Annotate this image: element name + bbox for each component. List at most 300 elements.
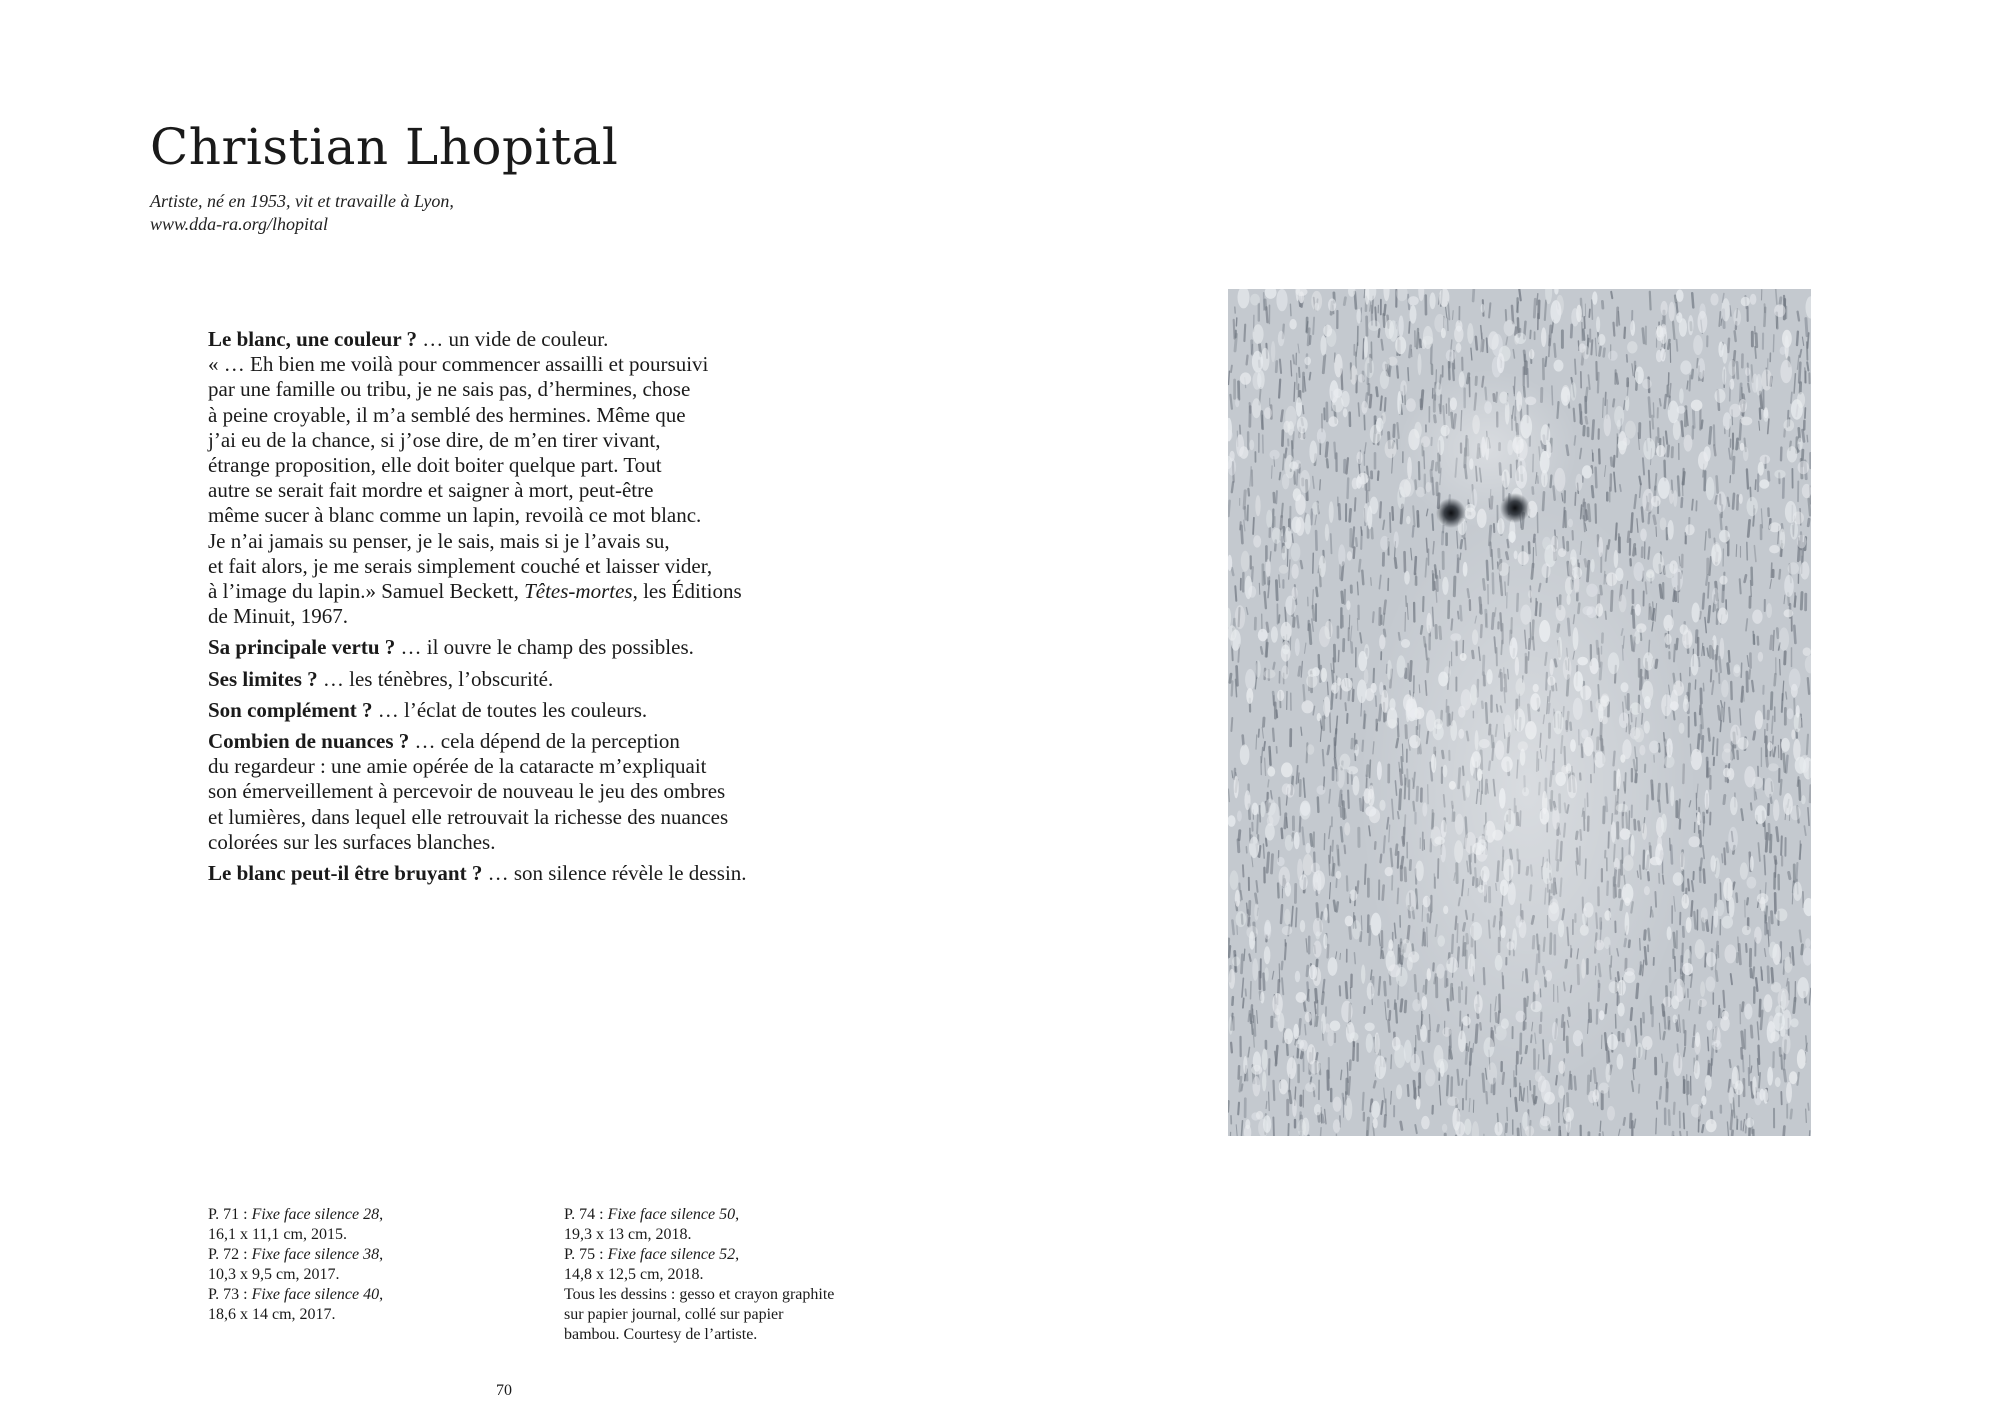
graphite-mark — [1676, 1021, 1677, 1031]
gesso-mark — [1254, 903, 1259, 920]
gesso-mark — [1279, 565, 1289, 574]
gesso-mark — [1769, 522, 1781, 532]
gesso-mark — [1347, 551, 1352, 561]
gesso-mark — [1229, 969, 1235, 989]
question: Ses limites ? — [208, 666, 318, 691]
gesso-mark — [1306, 843, 1311, 854]
graphite-mark — [1364, 290, 1365, 298]
gesso-mark — [1604, 414, 1611, 436]
gesso-mark — [1719, 576, 1727, 585]
graphite-mark — [1232, 997, 1233, 1005]
graphite-mark — [1349, 1077, 1350, 1095]
gesso-mark — [1396, 1084, 1402, 1099]
graphite-mark — [1703, 594, 1704, 609]
graphite-mark — [1344, 298, 1345, 305]
graphite-mark — [1807, 735, 1808, 754]
graphite-mark — [1767, 923, 1768, 934]
graphite-mark — [1364, 1007, 1365, 1013]
graphite-mark — [1343, 802, 1344, 819]
gesso-mark — [1364, 336, 1368, 358]
answer-line: de Minuit, 1967. — [208, 604, 348, 629]
gesso-mark — [1361, 401, 1367, 414]
gesso-mark — [1398, 315, 1403, 336]
graphite-mark — [1668, 340, 1669, 349]
graphite-mark — [1304, 1001, 1305, 1011]
graphite-mark — [1592, 486, 1593, 497]
graphite-mark — [1747, 469, 1748, 488]
graphite-mark — [1356, 538, 1357, 546]
gesso-mark — [1282, 926, 1293, 935]
graphite-mark — [1263, 844, 1264, 858]
graphite-mark — [1753, 967, 1754, 978]
graphite-mark — [1384, 601, 1386, 614]
graphite-mark — [1523, 1088, 1524, 1101]
graphite-mark — [1483, 340, 1484, 351]
graphite-mark — [1242, 955, 1243, 973]
graphite-mark — [1803, 892, 1804, 907]
gesso-mark — [1797, 535, 1807, 549]
gesso-mark — [1329, 501, 1334, 523]
gesso-mark — [1345, 1098, 1353, 1121]
graphite-mark — [1575, 359, 1576, 374]
graphite-mark — [1447, 1076, 1448, 1095]
caption-line: Tous les dessins : gesso et crayon graphite — [564, 1286, 835, 1303]
graphite-mark — [1389, 367, 1390, 376]
graphite-mark — [1650, 292, 1651, 310]
graphite-mark — [1786, 692, 1787, 699]
answer-line: étrange proposition, elle doit boiter quelque part. Tout — [208, 453, 662, 478]
graphite-mark — [1323, 750, 1324, 766]
graphite-mark — [1458, 1070, 1459, 1085]
artwork-canvas — [1228, 289, 1811, 1136]
gesso-mark — [1494, 1122, 1502, 1136]
gesso-mark — [1614, 406, 1624, 427]
gesso-mark — [1307, 744, 1315, 755]
gesso-mark — [1350, 365, 1357, 385]
gesso-mark — [1711, 544, 1721, 566]
gesso-mark — [1720, 638, 1725, 660]
graphite-mark — [1396, 1004, 1397, 1023]
graphite-mark — [1611, 458, 1612, 466]
graphite-mark — [1243, 865, 1244, 876]
graphite-mark — [1264, 742, 1265, 751]
gesso-mark — [1285, 835, 1293, 851]
gesso-mark — [1713, 907, 1718, 928]
gesso-mark — [1292, 587, 1298, 600]
gesso-mark — [1343, 408, 1348, 417]
gesso-mark — [1317, 785, 1326, 794]
gesso-mark — [1323, 934, 1327, 949]
gesso-mark — [1279, 1079, 1288, 1094]
gesso-mark — [1640, 529, 1647, 542]
gesso-mark — [1425, 1069, 1435, 1087]
graphite-mark — [1489, 303, 1490, 317]
gesso-mark — [1525, 1126, 1534, 1137]
graphite-mark — [1341, 1070, 1342, 1079]
gesso-mark — [1767, 742, 1772, 751]
graphite-mark — [1296, 908, 1297, 927]
graphite-mark — [1418, 1026, 1419, 1039]
graphite-mark — [1794, 998, 1795, 1012]
graphite-mark — [1305, 1025, 1306, 1035]
graphite-mark — [1771, 693, 1772, 709]
graphite-mark — [1248, 1011, 1249, 1021]
graphite-mark — [1784, 754, 1785, 772]
graphite-mark — [1600, 1121, 1601, 1131]
graphite-mark — [1740, 420, 1741, 439]
graphite-mark — [1682, 944, 1683, 962]
gesso-mark — [1722, 366, 1726, 384]
graphite-mark — [1800, 930, 1801, 941]
graphite-mark — [1353, 690, 1354, 701]
gesso-mark — [1241, 551, 1250, 572]
graphite-mark — [1359, 560, 1360, 572]
graphite-mark — [1281, 905, 1282, 923]
graphite-mark — [1251, 982, 1252, 999]
graphite-mark — [1285, 943, 1286, 959]
graphite-mark — [1571, 325, 1572, 337]
graphite-mark — [1313, 318, 1314, 335]
graphite-mark — [1272, 855, 1273, 873]
graphite-mark — [1239, 1066, 1240, 1078]
gesso-mark — [1292, 517, 1301, 534]
gesso-mark — [1663, 997, 1672, 1008]
graphite-mark — [1654, 516, 1655, 524]
graphite-mark — [1777, 316, 1778, 328]
graphite-mark — [1666, 1063, 1667, 1077]
graphite-mark — [1288, 1124, 1289, 1136]
gesso-mark — [1625, 396, 1629, 411]
gesso-mark — [1544, 1092, 1555, 1105]
graphite-mark — [1740, 579, 1741, 593]
graphite-mark — [1760, 409, 1761, 419]
graphite-mark — [1229, 946, 1230, 957]
gesso-mark — [1781, 738, 1790, 752]
graphite-mark — [1313, 606, 1314, 620]
gesso-mark — [1452, 1108, 1460, 1131]
gesso-mark — [1311, 291, 1322, 311]
graphite-mark — [1784, 429, 1785, 436]
graphite-mark — [1317, 904, 1318, 920]
gesso-mark — [1416, 1096, 1421, 1110]
graphite-mark — [1747, 898, 1748, 904]
graphite-mark — [1252, 1022, 1253, 1034]
graphite-mark — [1768, 472, 1769, 480]
gesso-mark — [1375, 1056, 1387, 1080]
graphite-mark — [1453, 311, 1454, 320]
graphite-mark — [1265, 592, 1266, 608]
gesso-mark — [1691, 1104, 1701, 1118]
graphite-mark — [1777, 828, 1778, 841]
gesso-mark — [1382, 361, 1387, 371]
graphite-mark — [1244, 325, 1245, 341]
gesso-mark — [1693, 335, 1703, 355]
graphite-mark — [1256, 735, 1257, 749]
gesso-mark — [1755, 805, 1767, 824]
gesso-mark — [1244, 790, 1250, 810]
graphite-mark — [1680, 1132, 1681, 1136]
graphite-mark — [1764, 856, 1765, 875]
gesso-mark — [1341, 1001, 1352, 1023]
graphite-mark — [1261, 757, 1262, 775]
gesso-mark — [1744, 766, 1755, 787]
graphite-mark — [1728, 498, 1729, 506]
answer: … son silence révèle le dessin. — [482, 861, 747, 886]
gesso-mark — [1325, 524, 1329, 541]
gesso-mark — [1656, 445, 1666, 457]
graphite-mark — [1724, 795, 1725, 803]
gesso-mark — [1725, 944, 1737, 963]
artist-info — [150, 190, 454, 236]
gesso-mark — [1707, 1020, 1713, 1030]
graphite-mark — [1264, 974, 1265, 990]
graphite-mark — [1347, 876, 1348, 890]
graphite-mark — [1367, 1118, 1368, 1135]
graphite-mark — [1742, 1032, 1743, 1048]
graphite-mark — [1772, 716, 1773, 733]
graphite-mark — [1786, 756, 1787, 773]
graphite-mark — [1350, 509, 1351, 521]
gesso-mark — [1541, 327, 1546, 347]
graphite-mark — [1739, 944, 1740, 964]
graphite-mark — [1693, 410, 1694, 427]
graphite-mark — [1656, 527, 1657, 537]
gesso-mark — [1456, 320, 1463, 332]
graphite-mark — [1269, 1092, 1270, 1111]
gesso-mark — [1758, 652, 1763, 662]
gesso-mark — [1376, 418, 1384, 432]
graphite-mark — [1766, 833, 1767, 851]
graphite-mark — [1756, 334, 1757, 347]
graphite-mark — [1408, 368, 1409, 381]
gesso-mark — [1481, 304, 1485, 313]
graphite-mark — [1379, 329, 1380, 337]
gesso-mark — [1672, 995, 1680, 1009]
gesso-mark — [1733, 666, 1741, 677]
gesso-mark — [1408, 296, 1419, 305]
gesso-mark — [1504, 320, 1515, 336]
graphite-mark — [1797, 332, 1798, 345]
graphite-mark — [1649, 471, 1650, 488]
graphite-mark — [1660, 399, 1661, 406]
graphite-mark — [1733, 457, 1734, 473]
graphite-mark — [1783, 1127, 1784, 1137]
graphite-mark — [1273, 729, 1274, 741]
graphite-mark — [1264, 718, 1265, 726]
gesso-mark — [1319, 626, 1330, 647]
gesso-mark — [1800, 561, 1809, 579]
graphite-mark — [1229, 501, 1230, 516]
graphite-mark — [1709, 729, 1710, 741]
graphite-mark — [1355, 292, 1356, 309]
gesso-mark — [1282, 546, 1287, 560]
graphite-mark — [1599, 347, 1600, 356]
graphite-mark — [1530, 331, 1531, 339]
gesso-mark — [1334, 354, 1342, 378]
graphite-mark — [1792, 894, 1793, 904]
graphite-mark — [1273, 510, 1274, 528]
graphite-mark — [1703, 683, 1704, 691]
graphite-mark — [1307, 743, 1308, 762]
page-title: Christian Lhopital — [150, 118, 619, 176]
gesso-mark — [1488, 331, 1499, 350]
gesso-mark — [1314, 1104, 1321, 1115]
graphite-mark — [1487, 338, 1488, 352]
graphite-mark — [1345, 703, 1346, 710]
gesso-mark — [1321, 1013, 1326, 1034]
graphite-mark — [1737, 495, 1738, 509]
graphite-mark — [1617, 308, 1618, 325]
graphite-mark — [1316, 588, 1317, 596]
graphite-mark — [1267, 853, 1268, 872]
gesso-mark — [1540, 1116, 1551, 1126]
gesso-mark — [1394, 1044, 1405, 1068]
gesso-mark — [1350, 890, 1358, 901]
gesso-mark — [1385, 440, 1397, 459]
graphite-mark — [1371, 578, 1372, 586]
graphite-mark — [1516, 1098, 1517, 1111]
gesso-mark — [1400, 380, 1407, 395]
graphite-mark — [1238, 1103, 1239, 1115]
graphite-mark — [1720, 721, 1721, 732]
graphite-mark — [1357, 881, 1358, 893]
gesso-mark — [1741, 417, 1753, 426]
graphite-mark — [1323, 980, 1324, 992]
answer-line: par une famille ou tribu, je ne sais pas, d’hermines, chose — [208, 377, 691, 402]
graphite-mark — [1713, 738, 1714, 755]
gesso-mark — [1320, 335, 1326, 355]
gesso-mark — [1316, 931, 1320, 939]
graphite-mark — [1687, 1095, 1688, 1105]
graphite-mark — [1741, 663, 1742, 677]
gesso-mark — [1755, 710, 1763, 729]
graphite-mark — [1735, 331, 1736, 341]
graphite-mark — [1380, 502, 1381, 517]
gesso-mark — [1295, 971, 1300, 983]
gesso-mark — [1636, 1043, 1643, 1059]
graphite-mark — [1760, 392, 1762, 408]
graphite-mark — [1353, 1042, 1354, 1060]
gesso-mark — [1264, 407, 1272, 419]
gesso-mark — [1801, 795, 1806, 804]
answer: … les ténèbres, l’obscurité. — [317, 666, 554, 691]
page-number: 70 — [496, 1382, 512, 1399]
gesso-mark — [1795, 757, 1806, 774]
graphite-mark — [1301, 1050, 1303, 1058]
gesso-mark — [1680, 360, 1691, 374]
graphite-mark — [1322, 993, 1323, 1004]
graphite-mark — [1649, 398, 1650, 417]
gesso-mark — [1421, 1116, 1430, 1129]
graphite-mark — [1717, 476, 1718, 492]
gesso-mark — [1357, 679, 1367, 703]
gesso-mark — [1300, 920, 1305, 932]
gesso-mark — [1771, 982, 1781, 993]
graphite-mark — [1409, 322, 1410, 333]
graphite-mark — [1707, 648, 1708, 656]
gesso-mark — [1345, 916, 1353, 927]
gesso-mark — [1698, 999, 1707, 1008]
graphite-mark — [1617, 438, 1618, 457]
graphite-mark — [1401, 1122, 1402, 1130]
gesso-mark — [1660, 327, 1667, 344]
graphite-mark — [1336, 1134, 1337, 1136]
graphite-mark — [1432, 514, 1433, 530]
graphite-mark — [1353, 527, 1355, 547]
gesso-mark — [1554, 360, 1564, 372]
graphite-mark — [1692, 370, 1693, 378]
graphite-mark — [1773, 335, 1774, 352]
graphite-mark — [1708, 1037, 1709, 1051]
graphite-mark — [1462, 1079, 1463, 1085]
graphite-mark — [1764, 308, 1765, 326]
gesso-mark — [1761, 369, 1772, 390]
graphite-mark — [1313, 553, 1314, 573]
graphite-mark — [1506, 310, 1507, 321]
graphite-mark — [1310, 373, 1311, 380]
graphite-mark — [1667, 1083, 1668, 1101]
gesso-mark — [1722, 916, 1733, 929]
gesso-mark — [1265, 799, 1276, 816]
gesso-mark — [1260, 992, 1264, 1004]
graphite-mark — [1591, 340, 1592, 354]
graphite-mark — [1237, 667, 1238, 686]
gesso-mark — [1263, 1115, 1271, 1133]
graphite-mark — [1234, 320, 1235, 339]
graphite-mark — [1282, 431, 1283, 446]
gesso-mark — [1270, 450, 1280, 460]
graphite-mark — [1301, 727, 1302, 735]
graphite-mark — [1247, 356, 1248, 365]
question: Son complément ? — [208, 697, 373, 722]
graphite-mark — [1616, 374, 1618, 384]
graphite-mark — [1751, 1066, 1752, 1072]
gesso-mark — [1264, 922, 1271, 940]
graphite-mark — [1384, 305, 1385, 315]
gesso-mark — [1705, 1075, 1712, 1091]
gesso-mark — [1730, 797, 1738, 816]
gesso-mark — [1733, 309, 1741, 326]
graphite-mark — [1656, 1118, 1657, 1134]
graphite-mark — [1692, 500, 1693, 510]
graphite-mark — [1789, 873, 1790, 879]
question: Le blanc peut-il être bruyant ? — [208, 861, 483, 886]
gesso-mark — [1747, 877, 1757, 889]
gesso-mark — [1300, 470, 1311, 493]
graphite-mark — [1627, 355, 1628, 362]
figure-body — [1358, 489, 1698, 1089]
gesso-mark — [1296, 1039, 1305, 1048]
graphite-mark — [1780, 298, 1781, 304]
graphite-mark — [1302, 828, 1304, 845]
gesso-mark — [1282, 783, 1291, 794]
qa-item — [208, 698, 848, 723]
graphite-mark — [1232, 568, 1233, 575]
gesso-mark — [1388, 357, 1398, 366]
graphite-mark — [1592, 300, 1593, 319]
graphite-mark — [1240, 1077, 1241, 1091]
graphite-mark — [1710, 557, 1711, 575]
graphite-mark — [1253, 518, 1254, 534]
gesso-mark — [1341, 678, 1353, 692]
graphite-mark — [1431, 345, 1432, 364]
graphite-mark — [1716, 942, 1717, 958]
answer: … l’éclat de toutes les couleurs. — [372, 697, 648, 722]
graphite-mark — [1265, 300, 1266, 309]
gesso-mark — [1570, 382, 1576, 401]
graphite-mark — [1397, 366, 1398, 377]
gesso-mark — [1261, 348, 1270, 371]
